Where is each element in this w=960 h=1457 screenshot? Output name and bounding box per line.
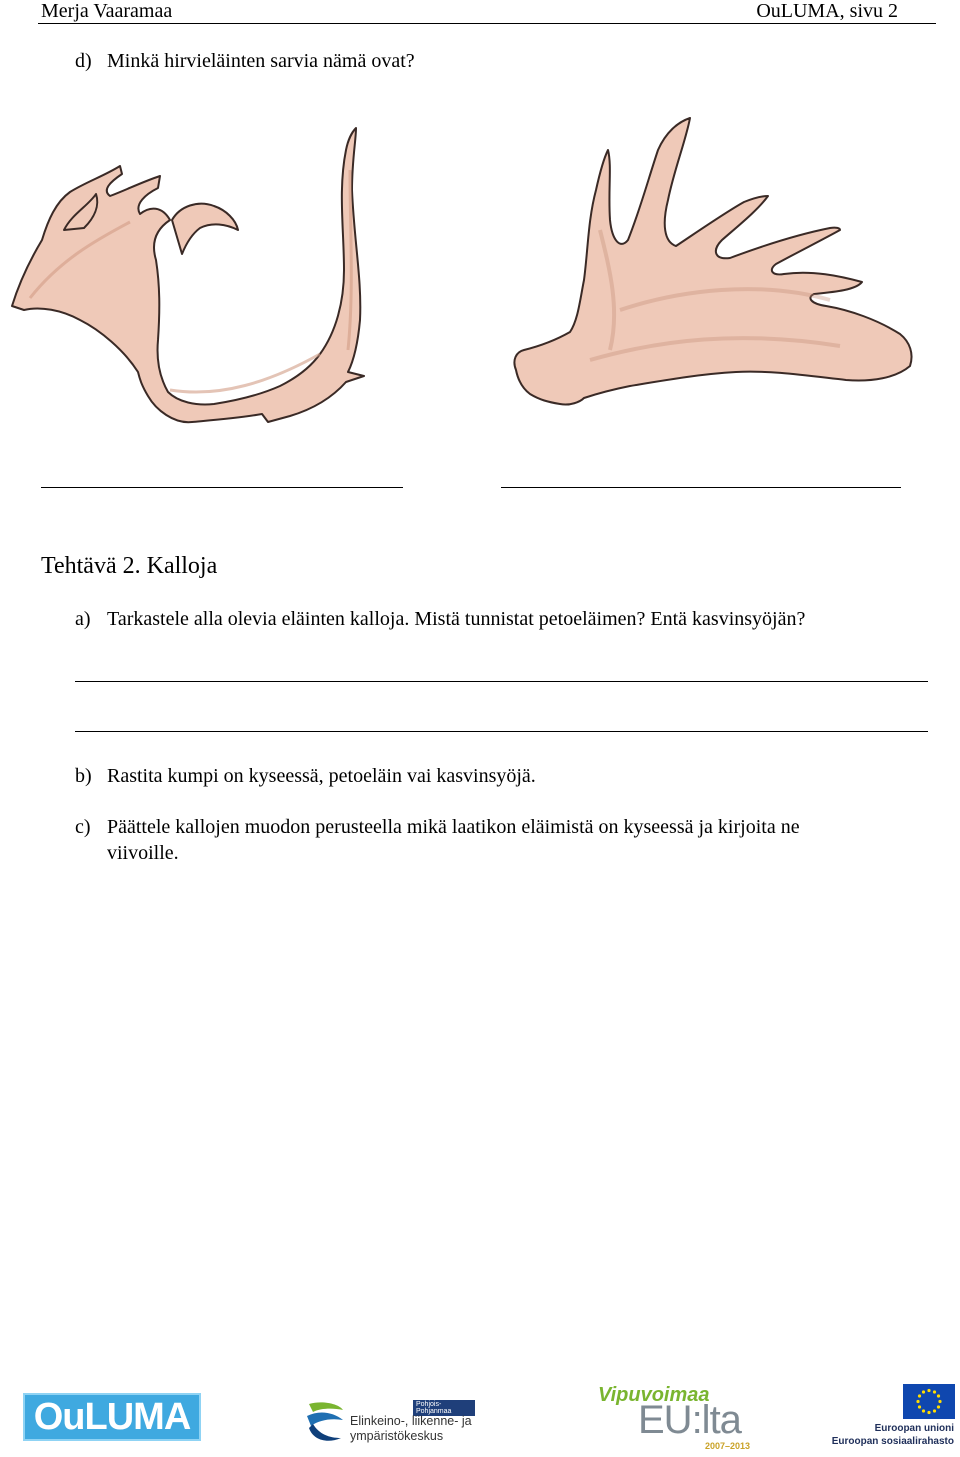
item-a-label: a) (75, 608, 91, 630)
eu-flag-icon (903, 1384, 955, 1419)
task2-item-b (75, 765, 536, 788)
ely-small-label: Pohjois-Pohjanmaa (413, 1400, 475, 1416)
task2-item-c (75, 816, 800, 839)
header-page-info: OuLUMA, sivu 2 (756, 0, 898, 22)
task2-title: Tehtävä 2. Kalloja (41, 553, 218, 579)
reindeer-antler-illustration (0, 110, 400, 440)
eulta-logo-text: EU:lta (638, 1398, 741, 1442)
ely-line2: ympäristökeskus (350, 1429, 444, 1443)
answer-line-moose[interactable] (501, 487, 901, 488)
answer-line-reindeer[interactable] (41, 487, 403, 488)
ouluma-logo (23, 1393, 201, 1441)
item-b-text: Rastita kumpi on kyseessä, petoeläin vai kasvinsyöjä. (107, 765, 536, 787)
moose-antler-illustration (500, 110, 930, 410)
item-c-text-cont: viivoille. (107, 842, 179, 864)
ely-emblem-icon (303, 1398, 347, 1446)
question-d-text: Minkä hirvieläinten sarvia nämä ovat? (107, 50, 415, 72)
ouluma-logo-text: OuLUMA (33, 1395, 191, 1438)
vipuvoimaa-logo-text: Vipuvoimaa (598, 1384, 710, 1406)
ely-line1: Elinkeino-, liikenne- ja (350, 1414, 472, 1428)
item-c-label: c) (75, 816, 91, 838)
ely-logo (303, 1398, 475, 1450)
question-d-label: d) (75, 50, 92, 72)
eu-line1: Euroopan unioni (874, 1423, 954, 1434)
vipuvoimaa-years: 2007–2013 (705, 1441, 751, 1451)
question-d (75, 50, 415, 73)
header-author: Merja Vaaramaa (41, 0, 173, 22)
answer-line-a2[interactable] (75, 731, 928, 732)
item-c-text: Päättele kallojen muodon perusteella mikä laatikon eläimistä on kyseessä ja kirjoita ne (107, 816, 800, 838)
header-rule (38, 23, 936, 24)
answer-line-a1[interactable] (75, 681, 928, 682)
eu-line2: Euroopan sosiaalirahasto (831, 1436, 954, 1447)
item-b-label: b) (75, 765, 92, 787)
task2-item-a (75, 608, 805, 631)
item-a-text: Tarkastele alla olevia eläinten kalloja. Mistä tunnistat petoeläimen? Entä kasvinsyöjän? (107, 608, 806, 630)
